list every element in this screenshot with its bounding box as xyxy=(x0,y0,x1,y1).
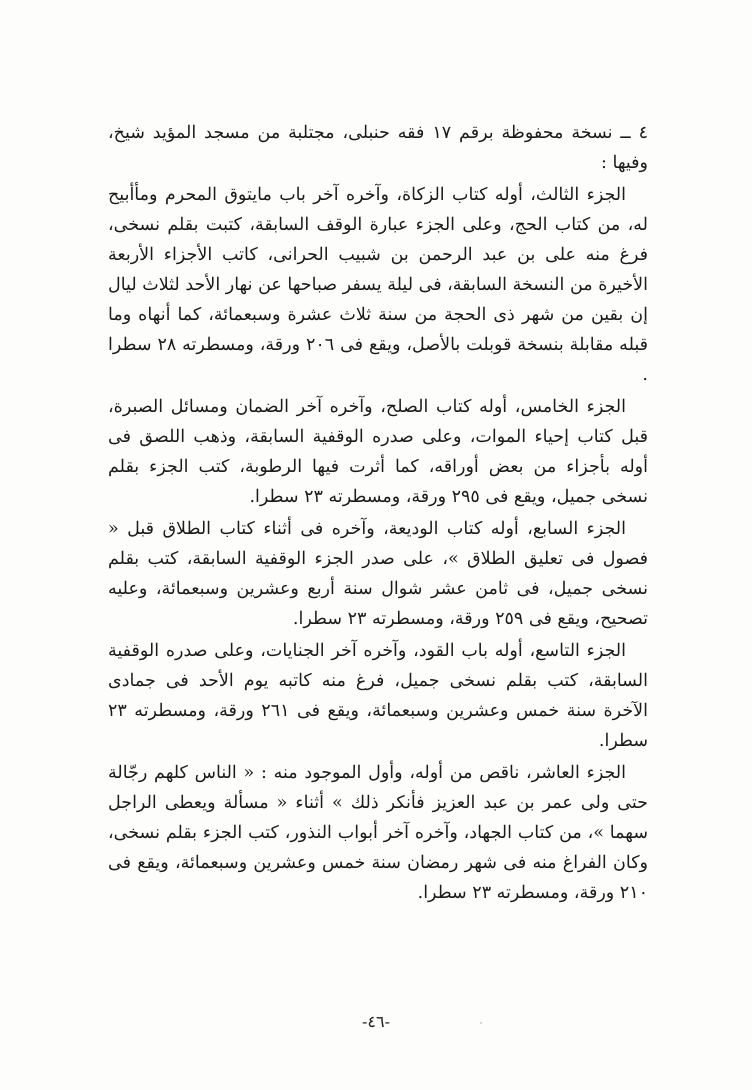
paragraph-item-4-heading: ٤ ــ نسخة محفوظة برقم ١٧ فقه حنبلى، مجتلبة من مسجد المؤيد شيخ، وفيها : xyxy=(108,123,648,173)
paragraph-part-9: الجزء التاسع، أوله باب القود، وآخره آخر الجنايات، وعلى صدره الوقفية السابقة، كتب بقلم نسخى جميل، فرغ منه كاتبه يوم الأحد فى جمادى الآخرة سنة خمس وعشرين وسبعمائة، ويقع فى ٢٦١ ورقة، ومسطرته ٢٣ سطرا. xyxy=(108,641,648,751)
paragraph-part-3: الجزء الثالث، أوله كتاب الزكاة، وآخره آخر باب مايتوق المحرم ومأأبيح له، من كتاب الحج، وعلى الجزء عبارة الوقف السابقة، كتبت بقلم نسخى، فرغ منه على بن عبد الرحمن بن شبيب الحرانى، كاتب الأجزاء الأربعة الأخيرة من النسخة السابقة، فى ليلة يسفر صباحها عن نهار الأحد لثلاث ليال إن بقين من شهر ذى الحجة من سنة ثلاث عشرة وسبعمائة، كما أنهاه وما قبله مقابلة بنسخة قوبلت بالأصل، ويقع فى ٢٠٦ ورقة، ومسطرته ٢٨ سطرا . xyxy=(108,185,649,385)
page-body-text xyxy=(108,118,648,910)
paragraph-part-10: الجزء العاشر، ناقص من أوله، وأول الموجود منه : « الناس كلهم رجّالة حتى ولى عمر بن عبد العزيز فأنكر ذلك » أثناء « مسألة ويعطى الراجل سهما »، من كتاب الجهاد، وآخره آخر أبواب النذور، كتب الجزء بقلم نسخى، وكان الفراغ منه فى شهر رمضان سنة خمس وعشرين وسبعمائة، ويقع فى ٢١٠ ورقة، ومسطرته ٢٣ سطرا. xyxy=(108,763,648,903)
paragraph-part-7: الجزء السابع، أوله كتاب الوديعة، وآخره فى أثناء كتاب الطلاق قبل « فصول فى تعليق الطلاق »، على صدر الجزء الوقفية السابقة، كتب بقلم نسخى جميل، فى ثامن عشر شوال سنة أربع وعشرين وسبعمائة، وعليه تصحيح، ويقع فى ٢٥٩ ورقة، ومسطرته ٢٣ سطرا. xyxy=(108,519,648,629)
paragraph-part-5: الجزء الخامس، أوله كتاب الصلح، وآخره آخر الضمان ومسائل الصبرة، قبل كتاب إحياء الموات، وعلى صدره الوقفية السابقة، وذهب اللصق فى أوله بأجزاء من بعض أوراقه، كما أثرت فيها الرطوبة، كتب الجزء بقلم نسخى جميل، ويقع فى ٢٩٥ ورقة، ومسطرته ٢٣ سطرا. xyxy=(108,397,648,507)
page-number: -٤٦- xyxy=(362,1012,390,1031)
paper-speck xyxy=(480,1022,482,1024)
